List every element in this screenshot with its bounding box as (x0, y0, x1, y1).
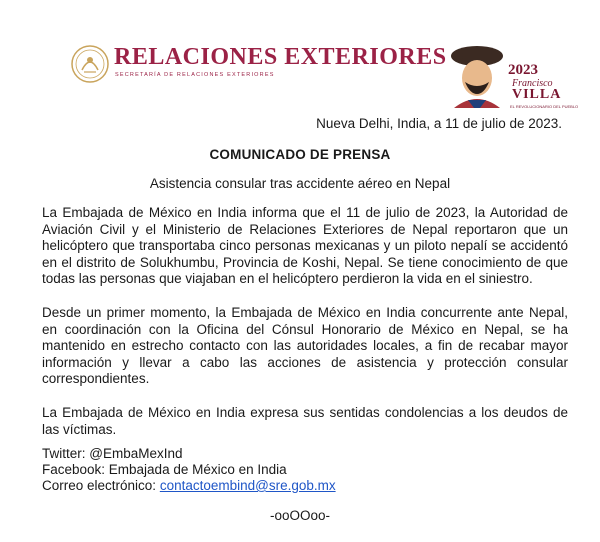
letterhead (0, 20, 600, 109)
brand-title: RELACIONES EXTERIORES (114, 44, 447, 70)
paragraph-condolences: La Embajada de México en India expresa sus sentidas condolencias a los deudos de las víctimas. (42, 405, 568, 437)
email-link[interactable]: contactoembind@sre.gob.mx (159, 478, 336, 493)
paragraph-embassy-actions: Desde un primer momento, la Embajada de México en India concurrente ante Nepal, en coordinación con la Oficina del Cónsul Honorario de México en Nepal, se ha mantenido en estrecho contacto con las autoridades locales, a fin de recabar mayor información y llevar a cabo las acciones de asistencia y protección consular correspondientes. (42, 305, 568, 386)
document-heading: COMUNICADO DE PRENSA (209, 147, 391, 162)
brand-subtitle: SECRETARÍA DE RELACIONES EXTERIORES (115, 72, 275, 78)
francisco-villa-portrait-icon (448, 42, 506, 108)
email-label: Correo electrónico: (42, 478, 160, 493)
villa-year: 2023 (508, 62, 538, 78)
francisco-villa-logo (448, 42, 579, 112)
twitter-contact: Twitter: @EmbaMexInd (42, 446, 183, 461)
facebook-contact: Facebook: Embajada de México en India (42, 462, 287, 477)
villa-tagline: EL REVOLUCIONARIO DEL PUEBLO (510, 104, 579, 109)
mexico-seal-icon (70, 44, 110, 84)
document-subheading: Asistencia consular tras accidente aéreo en Nepal (149, 176, 451, 191)
email-contact (42, 478, 336, 493)
date-line: Nueva Delhi, India, a 11 de julio de 2023. (316, 116, 562, 131)
villa-name-line2: VILLA (512, 87, 562, 102)
paragraph-accident-report: La Embajada de México en India informa que el 11 de julio de 2023, la Autoridad de Aviación Civil y el Ministerio de Relaciones Exteriores de Nepal reportaron que un helicóptero que transportaba cinco personas mexicanas y un piloto nepalí se accidentó en el distrito de Solukhumbu, Provincia de Koshi, Nepal. Se tiene conocimiento de que todas las personas que viajaban en el helicóptero perdieron la vida en el siniestro. (42, 205, 568, 286)
villa-name-line1: Francisco (512, 78, 553, 89)
closing-mark: -ooOOoo- (269, 508, 331, 523)
